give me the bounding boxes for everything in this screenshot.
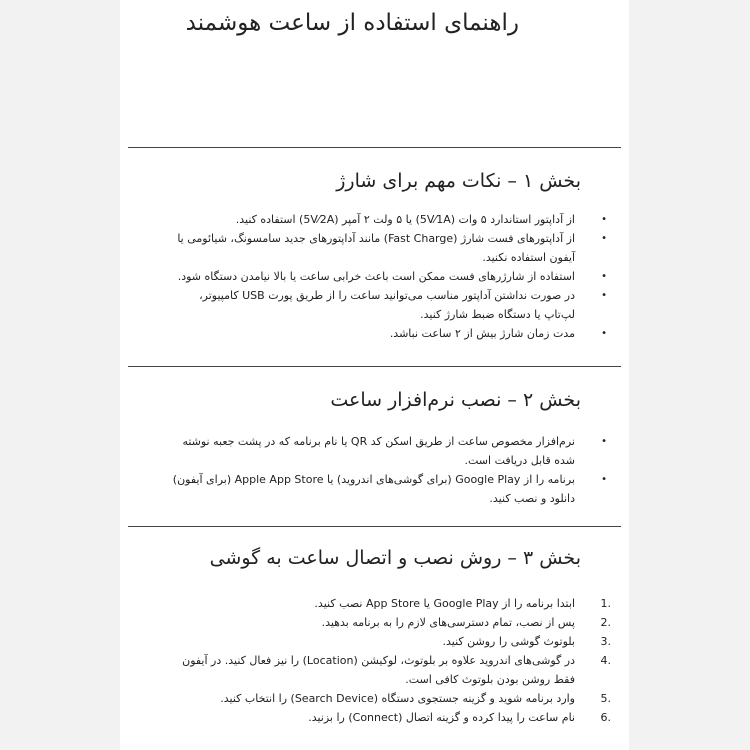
list-number: 5. — [600, 692, 611, 705]
list-number: 6. — [600, 711, 611, 724]
list-item-text: در گوشی‌های اندروید علاوه بر بلوتوث، لوکیشن (Location) را نیز فعال کنید. در آیفون فقط روشن بودن بلوتوث کافی است. — [182, 654, 575, 686]
divider — [128, 147, 621, 148]
list-item-text: بلوتوث گوشی را روشن کنید. — [442, 635, 575, 648]
list-number: 4. — [600, 654, 611, 667]
list-item: • از آداپتور استاندارد ۵ وات (5V⁄1A) یا ۵ ولت ۲ آمپر (5V⁄2A) استفاده کنید. — [171, 210, 611, 229]
list-item — [171, 594, 611, 613]
list-number: 1. — [600, 597, 611, 610]
list-item — [171, 689, 611, 708]
list-item: • در صورت نداشتن آداپتور مناسب می‌توانید ساعت را از طریق پورت USB کامپیوتر، لپ‌تاپ یا دستگاه ضبط شارژ کنید. — [171, 286, 611, 324]
list-item: • مدت زمان شارژ بیش از ۲ ساعت نباشد. — [171, 324, 611, 343]
divider — [128, 526, 621, 527]
list-item-text: پس از نصب، تمام دسترسی‌های لازم را به برنامه بدهید. — [321, 616, 575, 629]
list-item-text: نام ساعت را پیدا کرده و گزینه اتصال (Connect) را بزنید. — [308, 711, 575, 724]
list-item: • استفاده از شارژرهای فست ممکن است باعث خرابی ساعت یا بالا نیامدن دستگاه شود. — [171, 267, 611, 286]
list-item — [171, 651, 611, 689]
section-3-title: بخش ۳ – روش نصب و اتصال ساعت به گوشی — [209, 547, 581, 569]
list-item: • برنامه را از Google Play (برای گوشی‌های اندروید) یا Apple App Store (برای آیفون) دانلود و نصب کنید. — [171, 470, 611, 508]
list-item-text: ابتدا برنامه را از Google Play یا App Store نصب کنید. — [314, 597, 575, 610]
page-title: راهنمای استفاده از ساعت هوشمند — [185, 10, 519, 36]
list-item — [171, 613, 611, 632]
section-1-list — [171, 210, 611, 343]
document-page — [120, 0, 629, 750]
list-item-text: وارد برنامه شوید و گزینه جستجوی دستگاه (Search Device) را انتخاب کنید. — [220, 692, 575, 705]
list-item — [171, 632, 611, 651]
section-3-list — [171, 594, 611, 727]
list-number: 2. — [600, 616, 611, 629]
divider — [128, 366, 621, 367]
list-item: • از آداپتورهای فست شارژ (Fast Charge) مانند آداپتورهای جدید سامسونگ، شیائومی یا آیفون استفاده نکنید. — [171, 229, 611, 267]
section-1-title: بخش ۱ – نکات مهم برای شارژ — [336, 170, 581, 192]
list-item — [171, 708, 611, 727]
section-2-title: بخش ۲ – نصب نرم‌افزار ساعت — [330, 389, 581, 411]
section-2-list — [171, 432, 611, 508]
list-number: 3. — [600, 635, 611, 648]
list-item: • نرم‌افزار مخصوص ساعت از طریق اسکن کد QR یا نام برنامه که در پشت جعبه نوشته شده قابل دریافت است. — [171, 432, 611, 470]
